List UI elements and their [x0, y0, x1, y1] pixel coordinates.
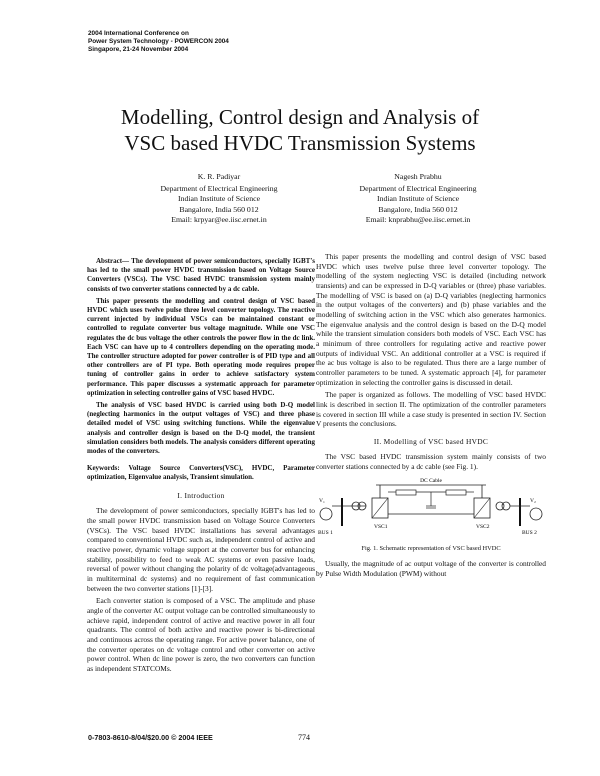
v1-label: V₁ [319, 497, 325, 504]
author-city: Bangalore, India 560 012 [378, 204, 458, 214]
conference-line: Power System Technology - POWERCON 2004 [88, 38, 229, 45]
title-line: Modelling, Control design and Analysis of [120, 105, 480, 129]
abstract-paragraph: This paper presents the modelling and control design of VSC based HVDC which uses twelve pulse three level converter topology. The reactive current injected by individual VSCs can be maintained constant or controlled to regulate converter bus voltage magnitude. While one VSC regulates the dc bus voltage the other controls the power flow in the dc link. Each VSC can have up to 4 controllers depending on the operating mode. The controller structure adopted for power controller is of PID type and all other controllers are of PI type. Both operating mode requires proper tuning of controller gains in order to achieve satisfactory system performance. This paper discusses a systematic approach for parameter optimization in selecting controller gains of VSC based HVDC. [87, 296, 315, 397]
author-email: Email: knprabhu@ee.iisc.ernet.in [365, 214, 471, 224]
author-email: Email: krpyar@ee.iisc.ernet.in [171, 214, 267, 224]
ac-source-right [530, 508, 542, 520]
body-paragraph: The development of power semiconductors, specially IGBT's has led to the small power HVDC transmission based on Voltage Source Converters (VSCs). The VSC based HVDC installations has several advantages compared to conventional HVDC such as, independent control of active and reactive power, dynamic voltage support at the converter bus for enhancing stability, possibility to feed to weak AC systems or even passive loads, reversal of power without changing the polarity of dc voltage(advantageous in multiterminal dc systems) and no requirement of fast communication between the two converter stations [1]-[3]. [87, 506, 315, 593]
conference-line: Singapore, 21-24 November 2004 [88, 46, 189, 53]
keywords: Keywords: Voltage Source Converters(VSC), HVDC, Parameter optimization, Eigenvalue analysis, Transient simulation. [87, 464, 315, 482]
bus1-label: BUS 1 [318, 529, 333, 536]
author-inst: Indian Institute of Science [376, 194, 460, 204]
vsc1-label: VSC1 [374, 523, 388, 530]
right-column [316, 252, 546, 582]
author-name: K. R. Padiyar [197, 172, 241, 181]
v2-label: V₂ [530, 497, 536, 504]
section-heading: II. Modelling of VSC based HVDC [373, 436, 489, 446]
vsc2-label: VSC2 [476, 523, 490, 530]
paper-title [0, 104, 600, 156]
bus2-label: BUS 2 [522, 529, 537, 536]
body-paragraph: Usually, the magnitude of ac output voltage of the converter is controlled by Pulse Width Modulation (PWM) without [316, 559, 546, 579]
conference-header [88, 30, 229, 54]
footer-isbn: 0-7803-8610-8/04/$20.00 © 2004 IEEE [88, 733, 213, 742]
hvdc-schematic-figure [316, 476, 546, 542]
section-heading: I. Introduction [177, 490, 225, 500]
author-city: Bangalore, India 560 012 [179, 204, 259, 214]
body-paragraph: This paper presents the modelling and control design of VSC based HVDC which uses twelve pulse three level converter topology. The modelling of the system neglecting VSC is detailed (including network transients) and can be expressed in D-Q variables or (three) phase variables. The modelling of VSC is based on (a) D-Q variables (neglecting harmonics in the output voltages of the converters) and (b) phase variables and the modelling of switching action in the VSC which also generates harmonics. The eigenvalue analysis and the control design is based on the D-Q model while the transient simulation considers both models of VSC. Each VSC has a minimum of three controllers for regulating active and reactive power outputs of individual VSC. An additional controller at a VSC is required if the ac bus voltage is also to be regulated. Thus there are a large number of controller parameters to be tuned. A systematic approach [4], for parameter optimization in selecting the controller gains is discussed in detail. [316, 252, 546, 387]
body-paragraph: The paper is organized as follows. The modelling of VSC based HVDC link is described in section II. The optimization of the controller parameters is covered in section III while a case study is presented in section IV. Section V presents the conclusions. [316, 390, 546, 429]
abstract-paragraph: Abstract— The development of power semiconductors, specially IGBT's has led to the small power HVDC transmission based on Voltage Source Converters (VSCs). The VSC based HVDC transmission system mainly consists of two converter stations connected by a dc cable. [87, 257, 315, 293]
author-block-2 [308, 172, 528, 225]
left-column [87, 257, 315, 676]
page-number: 774 [298, 733, 310, 742]
author-name: Nagesh Prabhu [394, 172, 442, 181]
ac-source-left [320, 508, 332, 520]
figure-caption: Fig. 1. Schematic representation of VSC based HVDC [361, 544, 501, 552]
conference-line: 2004 International Conference on [88, 30, 189, 37]
title-line: VSC based HVDC Transmission Systems [124, 131, 476, 155]
schematic-diagram [316, 476, 546, 542]
author-inst: Indian Institute of Science [177, 194, 261, 204]
dc-cable-label: DC Cable [420, 477, 442, 484]
body-paragraph: Each converter station is composed of a VSC. The amplitude and phase angle of the converter AC output voltage can be controlled simultaneously to achieve rapid, independent control of active and reactive power in all four quadrants. The control of both active and reactive power is bi-directional and continuous across the operating range. For active power balance, one of the converter operates on dc voltage control and other converter on active power control. When dc line power is zero, the two converters can function as independent STATCOMs. [87, 596, 315, 673]
abstract-paragraph: The analysis of VSC based HVDC is carried using both D-Q model (neglecting harmonics in the output voltages of VSC) and three phase detailed model of VSC using switching functions. While the eigenvalue analysis and controller design is based on the D-Q model, the transient simulation considers both models. The analysis considers different operating modes of the converters. [87, 401, 315, 456]
author-block-1 [109, 172, 329, 225]
author-dept: Department of Electrical Engineering [160, 184, 278, 194]
author-dept: Department of Electrical Engineering [359, 184, 477, 194]
body-paragraph: The VSC based HVDC transmission system mainly consists of two converter stations connected by a dc cable (see Fig. 1). [316, 452, 546, 472]
